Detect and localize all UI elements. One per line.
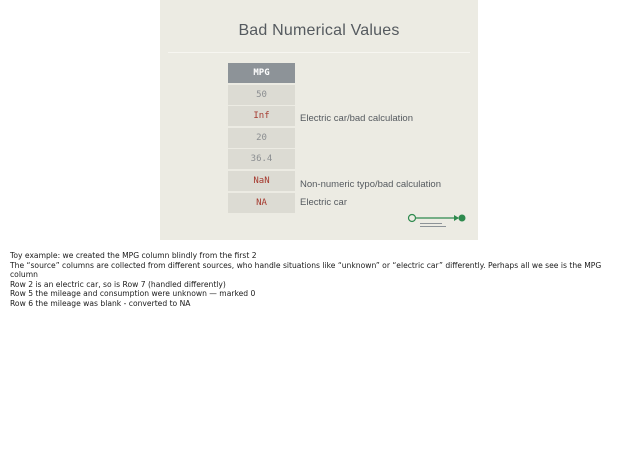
slide [160,0,478,240]
table-cell-row-3: 20 [228,128,295,148]
speaker-note-line: Row 6 the mileage was blank - converted to NA [10,298,191,308]
speaker-note-line: Toy example: we created the MPG column blindly from the first 2 [10,251,257,260]
speaker-note-line: The “source” columns are collected from different sources, who handle situations like “unknown” or “electric car” differently. Perhaps all we see is the MPG column [10,260,602,280]
slide-title: Bad Numerical Values [238,22,400,39]
title-divider [168,52,470,53]
speaker-notes [10,251,630,309]
table-cell-row-1: 50 [228,85,295,105]
table-cell-row-4: 36.4 [228,149,295,169]
table-cell-row-6: NA [228,193,295,213]
mpg-table [228,63,295,214]
speaker-note-line: Row 2 is an electric car, so is Row 7 (handled differently) [10,279,226,289]
table-cell-row-5: NaN [228,171,295,191]
annotation-na: Electric car [300,197,347,208]
speaker-note-line: Row 5 the mileage and consumption were unknown — marked 0 [10,289,256,299]
table-cell-row-2: Inf [228,106,295,126]
annotation-nan: Non-numeric typo/bad calculation [300,179,441,190]
brand-logo-icon [406,212,466,232]
annotation-inf: Electric car/bad calculation [300,113,413,124]
mpg-column-header: MPG [228,63,295,83]
